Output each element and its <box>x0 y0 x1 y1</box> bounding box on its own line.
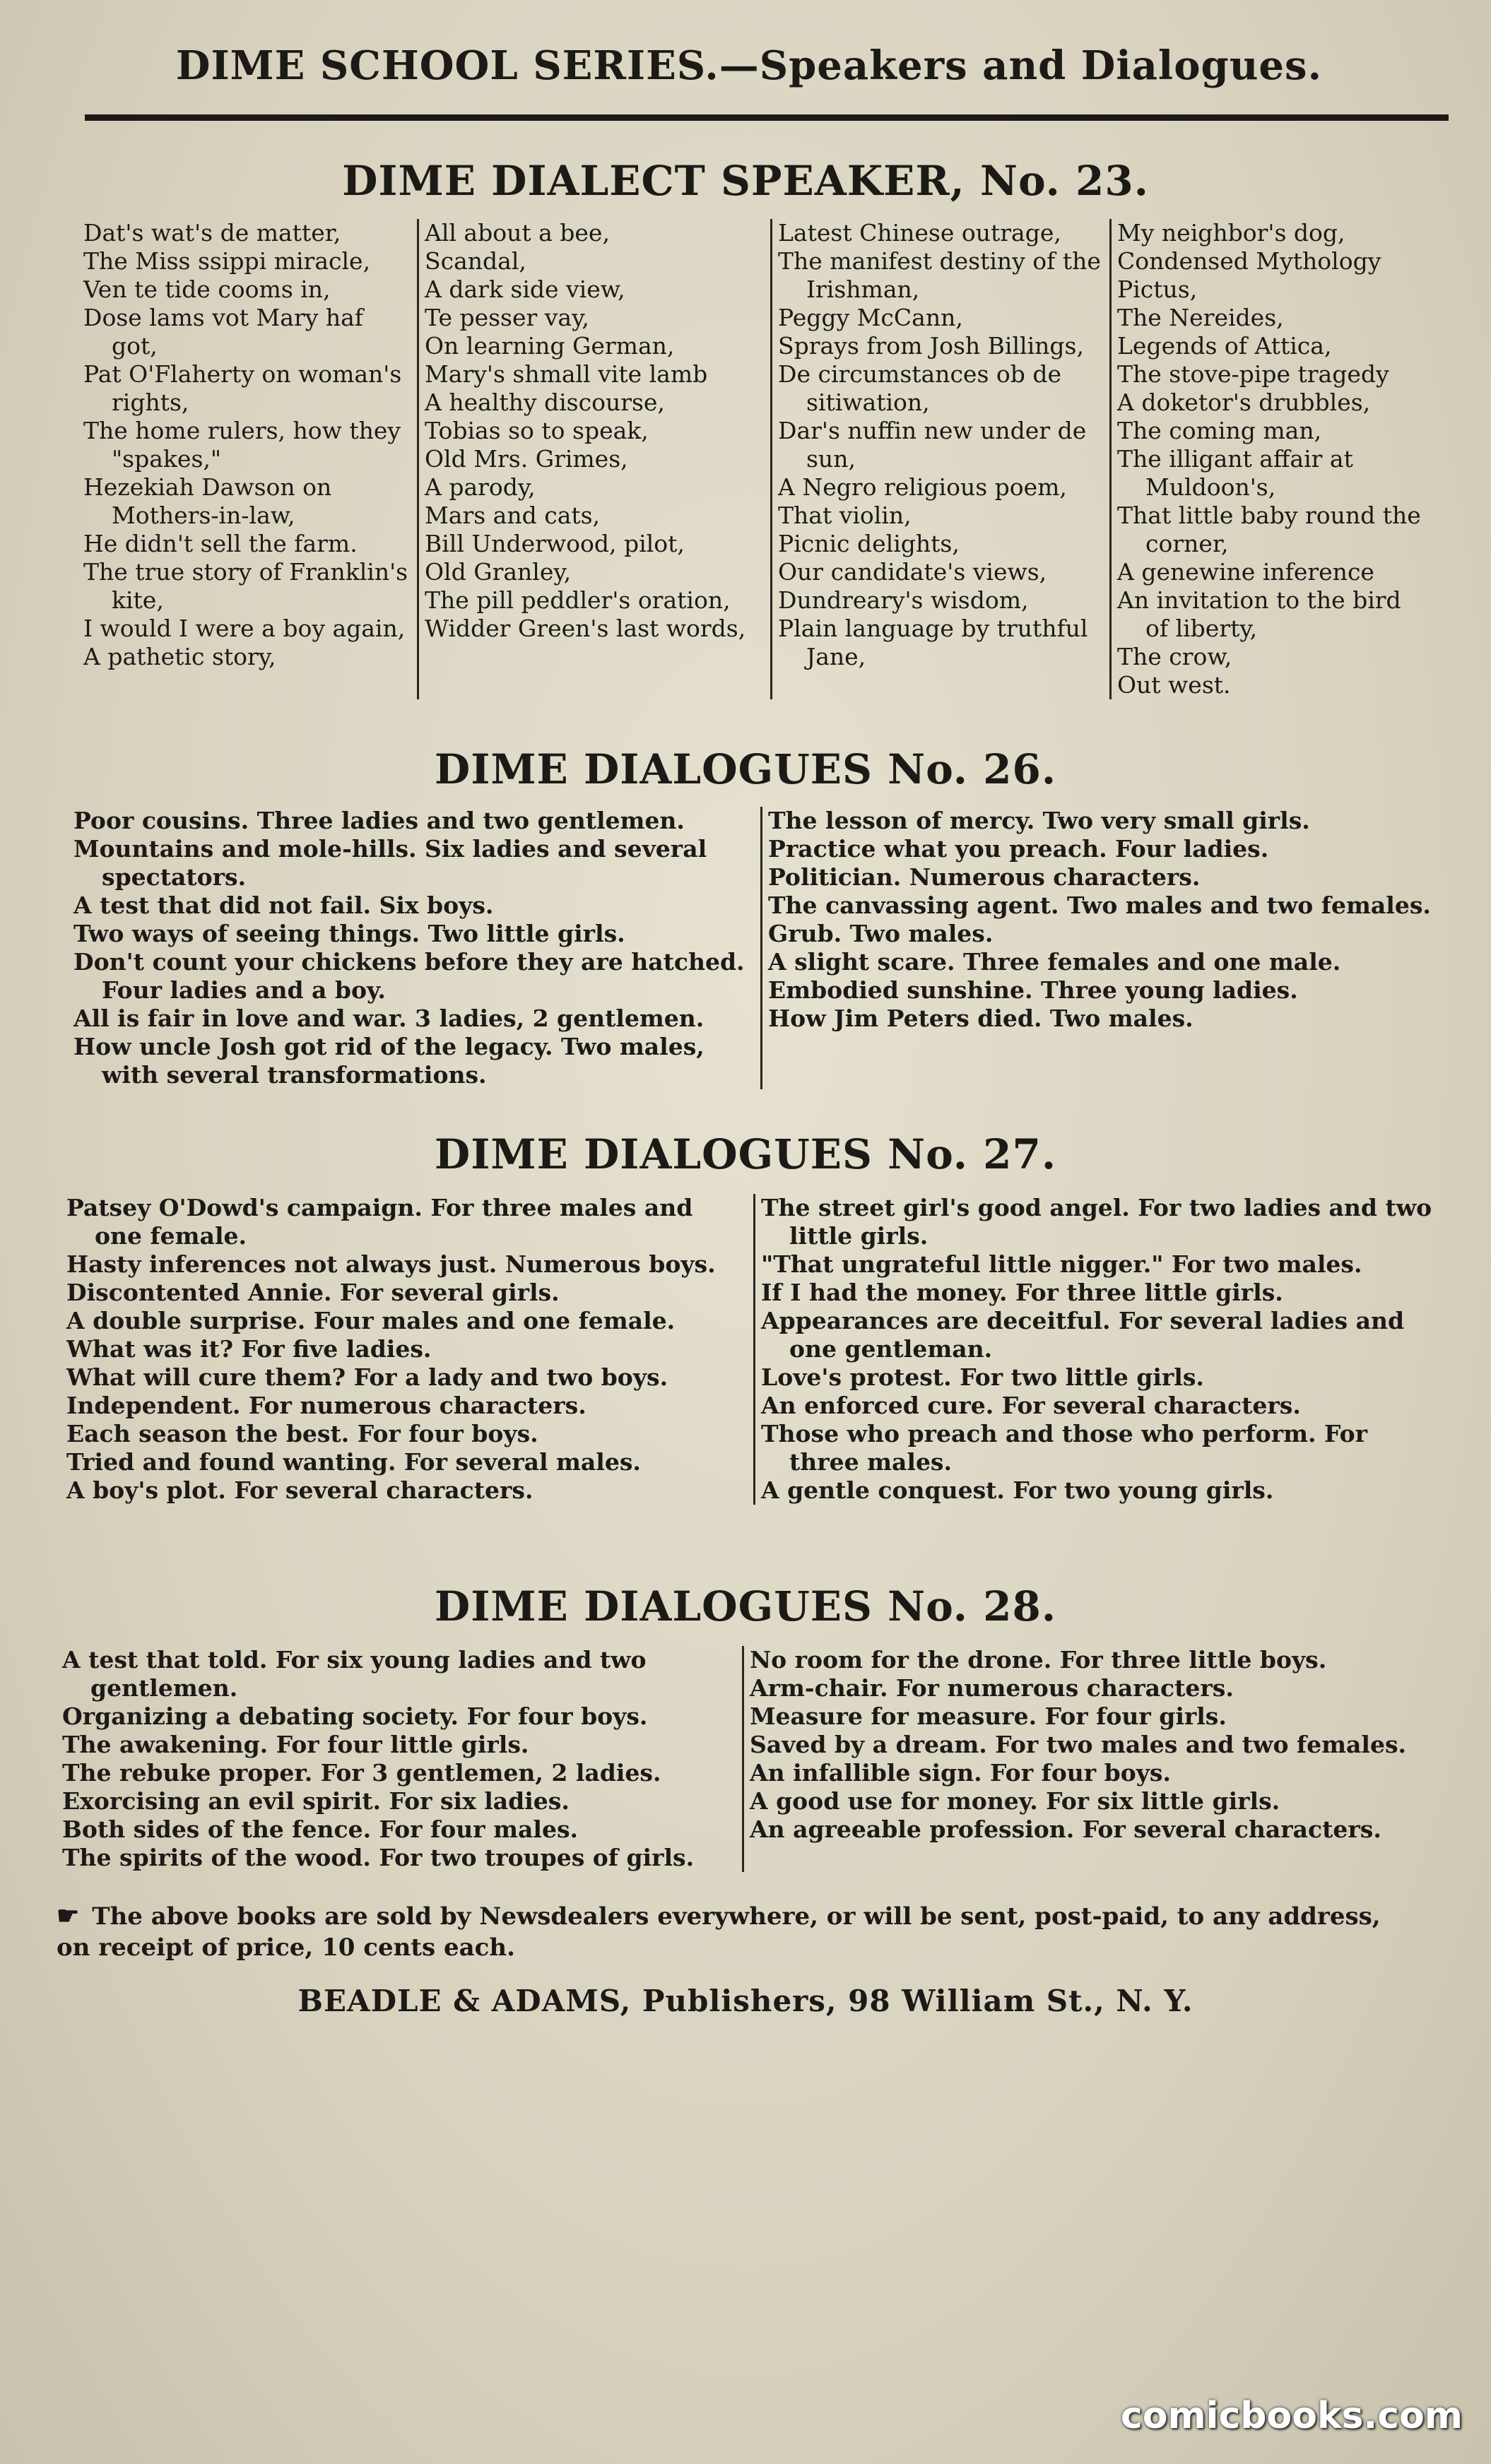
list-item: A double surprise. Four males and one female. <box>66 1307 676 1334</box>
dialogues-27-columns <box>61 1194 1439 1505</box>
list-item: I would I were a boy again, <box>83 615 406 642</box>
list-item: Politician. Numerous characters. <box>768 863 1201 891</box>
list-item: Don't count your chickens before they are hatched. Four ladies and a boy. <box>73 948 745 1004</box>
column-2 <box>417 219 770 699</box>
list-item: Sprays from Josh Billings, <box>778 332 1084 360</box>
list-item: The Nereides, <box>1117 304 1284 331</box>
list-item: "That ungrateful little nigger." For two males. <box>761 1250 1362 1278</box>
list-item: The crow, <box>1117 643 1232 670</box>
list-item: Scandal, <box>425 247 526 275</box>
list-item: Old Granley, <box>425 558 572 586</box>
list-item: Pictus, <box>1117 276 1198 303</box>
list-item: Independent. For numerous characters. <box>66 1392 587 1419</box>
list-item: Old Mrs. Grimes, <box>425 445 628 473</box>
list-item: A gentle conquest. For two young girls. <box>761 1476 1274 1504</box>
dialogues-26-columns <box>68 807 1439 1089</box>
list-item: A parody, <box>425 473 536 501</box>
section-title-dialogues-28: DIME DIALOGUES No. 28. <box>434 1582 1057 1630</box>
list-item: Patsey O'Dowd's campaign. For three males and one female. <box>66 1194 693 1250</box>
column-2 <box>753 1194 1439 1505</box>
list-item: That little baby round the corner, <box>1117 502 1421 557</box>
list-item: Condensed Mythology <box>1117 247 1381 275</box>
list-item: All is fair in love and war. 3 ladies, 2 gentlemen. <box>73 1005 705 1032</box>
list-item: How Jim Peters died. Two males. <box>768 1005 1194 1032</box>
list-item: If I had the money. For three little girls. <box>761 1279 1283 1306</box>
list-item: Arm-chair. For numerous characters. <box>750 1674 1234 1702</box>
list-item: The rebuke proper. For 3 gentlemen, 2 ladies. <box>62 1759 661 1787</box>
list-item: The stove-pipe tragedy <box>1117 360 1389 388</box>
list-item: A genewine inference <box>1117 558 1374 586</box>
list-item: Ven te tide cooms in, <box>83 276 331 303</box>
column-2 <box>742 1646 1434 1872</box>
list-item: Mountains and mole-hills. Six ladies and several spectators. <box>73 835 707 891</box>
list-item: A slight scare. Three females and one male. <box>768 948 1341 976</box>
list-item: Love's protest. For two little girls. <box>761 1363 1204 1391</box>
list-item: Tobias so to speak, <box>425 417 649 444</box>
list-item: Saved by a dream. For two males and two females. <box>750 1731 1407 1758</box>
series-header: DIME SCHOOL SERIES.—Speakers and Dialogues. <box>175 42 1323 89</box>
column-3 <box>770 219 1109 699</box>
list-item: Mars and cats, <box>425 502 601 529</box>
list-item: Picnic delights, <box>778 530 960 557</box>
list-item: The home rulers, how they "spakes," <box>83 417 401 473</box>
list-item: Two ways of seeing things. Two little girls. <box>73 920 625 947</box>
list-item: What was it? For five ladies. <box>66 1335 432 1363</box>
list-item: Hezekiah Dawson on Mothers-in-law, <box>83 473 332 529</box>
list-item: No room for the drone. For three little boys. <box>750 1646 1327 1674</box>
list-item: De circumstances ob de sitiwation, <box>778 360 1062 416</box>
list-item: A doketor's drubbles, <box>1117 389 1371 416</box>
list-item: The Miss ssippi miracle, <box>83 247 371 275</box>
list-item: An infallible sign. For four boys. <box>750 1759 1171 1787</box>
column-2 <box>760 807 1439 1089</box>
list-item: How uncle Josh got rid of the legacy. Two males, with several transformations. <box>73 1033 705 1089</box>
list-item: An enforced cure. For several characters. <box>761 1392 1301 1419</box>
publisher-line: BEADLE & ADAMS, Publishers, 98 William St., N. Y. <box>297 1984 1194 2018</box>
column-1 <box>78 219 417 699</box>
list-item: The illigant affair at Muldoon's, <box>1117 445 1353 501</box>
list-item: Those who preach and those who perform. For three males. <box>761 1420 1368 1476</box>
list-item: Mary's shmall vite lamb <box>425 360 708 388</box>
list-item: Legends of Attica, <box>1117 332 1332 360</box>
list-item: Pat O'Flaherty on woman's rights, <box>83 360 402 416</box>
list-item: Out west. <box>1117 671 1231 699</box>
list-item: The street girl's good angel. For two ladies and two little girls. <box>761 1194 1432 1250</box>
list-item: The pill peddler's oration, <box>425 586 731 614</box>
list-item: Exorcising an evil spirit. For six ladies. <box>62 1787 570 1815</box>
list-item: A pathetic story, <box>83 643 276 670</box>
list-item: Peggy McCann, <box>778 304 963 331</box>
watermark: comicbooks.com <box>1120 2395 1463 2437</box>
list-item: Widder Green's last words, <box>425 615 746 642</box>
list-item: A good use for money. For six little girls. <box>750 1787 1280 1815</box>
note-text: The above books are sold by Newsdealers everywhere, or will be sent, post-paid, to any address, on receipt of price, 10 cents each. <box>57 1902 1381 1962</box>
list-item: Latest Chinese outrage, <box>778 219 1061 247</box>
availability-note <box>57 1900 1413 1963</box>
list-item: Grub. Two males. <box>768 920 994 947</box>
list-item: A test that did not fail. Six boys. <box>73 892 494 919</box>
column-1 <box>61 1194 753 1505</box>
list-item: The coming man, <box>1117 417 1322 444</box>
list-item: Organizing a debating society. For four boys. <box>62 1702 648 1730</box>
list-item: Each season the best. For four boys. <box>66 1420 538 1447</box>
list-item: Dar's nuffin new under de sun, <box>778 417 1087 473</box>
list-item: Dat's wat's de matter, <box>83 219 341 247</box>
list-item: A dark side view, <box>425 276 625 303</box>
list-item: Appearances are deceitful. For several ladies and one gentleman. <box>761 1307 1405 1363</box>
list-item: Bill Underwood, pilot, <box>425 530 685 557</box>
list-item: Practice what you preach. Four ladies. <box>768 835 1269 863</box>
list-item: What will cure them? For a lady and two boys. <box>66 1363 668 1391</box>
list-item: My neighbor's dog, <box>1117 219 1345 247</box>
list-item: A boy's plot. For several characters. <box>66 1476 534 1504</box>
list-item: That violin, <box>778 502 912 529</box>
list-item: Dundreary's wisdom, <box>778 586 1029 614</box>
list-item: Our candidate's views, <box>778 558 1047 586</box>
list-item: All about a bee, <box>425 219 610 247</box>
list-item: The awakening. For four little girls. <box>62 1731 529 1758</box>
list-item: The spirits of the wood. For two troupes of girls. <box>62 1844 695 1871</box>
list-item: The true story of Franklin's kite, <box>83 558 408 614</box>
list-item: Plain language by truthful Jane, <box>778 615 1088 670</box>
column-1 <box>68 807 760 1089</box>
section-title-dialogues-26: DIME DIALOGUES No. 26. <box>434 745 1057 793</box>
list-item: A healthy discourse, <box>425 389 665 416</box>
list-item: A Negro religious poem, <box>778 473 1067 501</box>
list-item: Dose lams vot Mary haf got, <box>83 304 363 360</box>
list-item: A test that told. For six young ladies and two gentlemen. <box>62 1646 647 1702</box>
list-item: He didn't sell the farm. <box>83 530 358 557</box>
pointing-hand-icon: ☛ <box>57 1901 80 1931</box>
list-item: Poor cousins. Three ladies and two gentlemen. <box>73 807 685 834</box>
list-item: Measure for measure. For four girls. <box>750 1702 1227 1730</box>
list-item: Embodied sunshine. Three young ladies. <box>768 976 1298 1004</box>
list-item: An agreeable profession. For several characters. <box>750 1816 1381 1843</box>
list-item: Te pesser vay, <box>425 304 589 331</box>
list-item: Tried and found wanting. For several males. <box>66 1448 641 1476</box>
list-item: The lesson of mercy. Two very small girls. <box>768 807 1310 834</box>
list-item: An invitation to the bird of liberty, <box>1117 586 1401 642</box>
list-item: Discontented Annie. For several girls. <box>66 1279 560 1306</box>
list-item: The canvassing agent. Two males and two females. <box>768 892 1431 919</box>
header-rule <box>85 114 1449 121</box>
list-item: On learning German, <box>425 332 675 360</box>
list-item: The manifest destiny of the Irishman, <box>778 247 1101 303</box>
list-item: Both sides of the fence. For four males. <box>62 1816 579 1843</box>
dialogues-28-columns <box>57 1646 1434 1872</box>
column-1 <box>57 1646 742 1872</box>
section-title-speaker-23: DIME DIALECT SPEAKER, No. 23. <box>342 157 1149 205</box>
column-4 <box>1109 219 1434 699</box>
section-title-dialogues-27: DIME DIALOGUES No. 27. <box>434 1130 1057 1178</box>
speaker-23-columns <box>78 219 1434 699</box>
list-item: Hasty inferences not always just. Numerous boys. <box>66 1250 716 1278</box>
